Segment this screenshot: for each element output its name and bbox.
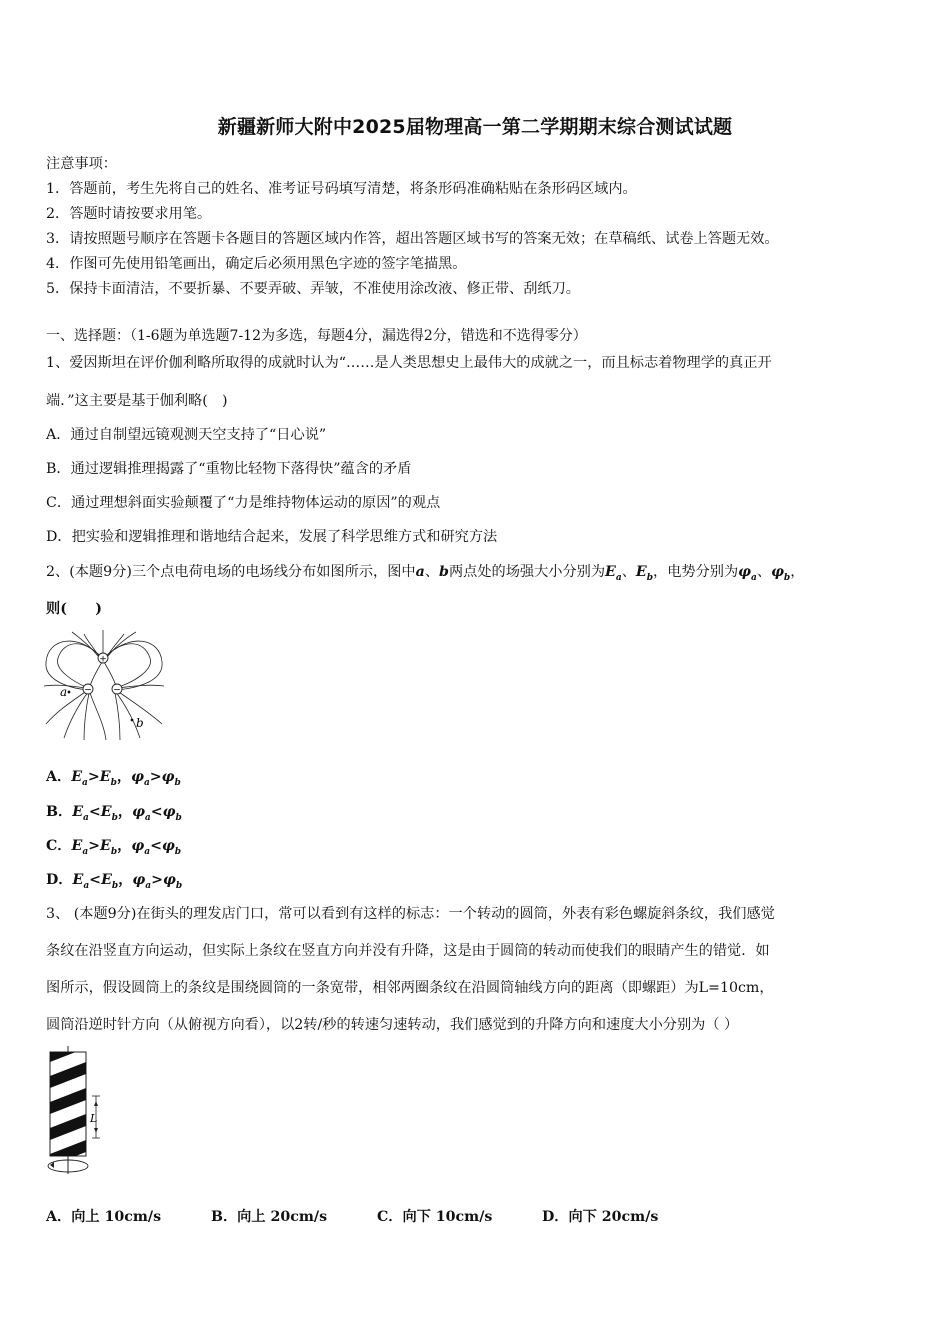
opt-rel2: < bbox=[150, 804, 163, 820]
q2-ea-sub: a bbox=[615, 572, 622, 583]
opt-sub: b bbox=[175, 880, 183, 891]
question-3-line-4: 圆筒沿逆时针方向（从俯视方向看），以2转/秒的转速匀速转动，我们感觉到的升降方向和速度大小分别为（ ） bbox=[46, 1017, 739, 1033]
opt-phi: φ bbox=[161, 838, 175, 854]
question-2-option-d bbox=[46, 869, 182, 891]
opt-phi: φ bbox=[162, 804, 176, 820]
barber-pole-figure bbox=[44, 1046, 106, 1182]
fig-label-l: L bbox=[90, 1112, 98, 1125]
svg-text:−: − bbox=[84, 685, 92, 696]
notes-item: 1．答题前，考生先将自己的姓名、准考证号码填写清楚，将条形码准确粘贴在条形码区域内。 bbox=[46, 181, 637, 197]
opt-sub: b bbox=[111, 812, 118, 823]
q2-mid2: ，电势分别为 bbox=[653, 564, 739, 580]
fig-label-b: b bbox=[136, 716, 144, 730]
question-3-line-1: 3、 (本题9分)在街头的理发店门口，常可以看到有这样的标志：一个转动的圆筒，外表有彩色螺旋斜条纹，我们感觉 bbox=[46, 906, 775, 922]
notes-item: 5．保持卡面清洁，不要折暴、不要弄破、弄皱，不准使用涂改液、修正带、刮纸刀。 bbox=[46, 281, 580, 297]
option-letter: C． bbox=[46, 838, 72, 854]
opt-phi: φ bbox=[131, 769, 144, 785]
svg-text:−: − bbox=[113, 685, 121, 696]
section-heading: 一、选择题：（1-6题为单选题7-12为多选，每题4分，漏选得2分，错选和不选得零分） bbox=[46, 328, 587, 344]
q2-sep: 、 bbox=[621, 564, 636, 580]
question-2-option-c bbox=[46, 835, 181, 857]
opt-sub: a bbox=[144, 846, 151, 857]
q2-sep2: 、 bbox=[756, 564, 772, 580]
opt-rel2: > bbox=[151, 872, 163, 888]
opt-phi: φ bbox=[131, 838, 145, 854]
question-3-option-d: D．向下 20cm/s bbox=[542, 1209, 659, 1225]
opt-rel1: < bbox=[89, 872, 102, 888]
question-2-line-1: 2、(本题9分)三个点电荷电场的电场线分布如图所示，图中a、b两点处的场强大小分别为$E_a$、$E_b$，电势分别为$\varphi_a$、$\varphi_b$， bbox=[46, 564, 805, 583]
opt-rel1: > bbox=[87, 769, 100, 785]
q2-mid: 两点处的场强大小分别为 bbox=[448, 564, 606, 580]
q2-phi-a: φ bbox=[738, 564, 752, 580]
svg-text:+: + bbox=[99, 654, 107, 665]
question-3-line-3: 图所示，假设圆筒上的条纹是围绕圆筒的一条宽带，相邻两圈条纹在沿圆筒轴线方向的距离（即螺距）为L=10cm， bbox=[46, 980, 774, 996]
opt-comma: ， bbox=[118, 872, 133, 888]
question-3-option-a: A．向上 10cm/s bbox=[46, 1209, 162, 1225]
opt-sub: b bbox=[110, 846, 118, 857]
question-1-line-2: 端．”这主要是基于伽利略( ) bbox=[46, 393, 228, 409]
option-letter: B． bbox=[46, 804, 73, 820]
opt-sub: b bbox=[174, 777, 181, 788]
question-1-option-d: D．把实验和逻辑推理和谐地结合起来，发展了科学思维方式和研究方法 bbox=[46, 529, 498, 545]
opt-comma: ， bbox=[117, 838, 132, 854]
question-1-line-1: 1、爱因斯坦在评价伽利略所取得的成就时认为“……是人类思想史上最伟大的成就之一，而且标志着物理学的真正开 bbox=[46, 355, 772, 371]
opt-e: E bbox=[71, 769, 83, 785]
opt-rel2: > bbox=[149, 769, 162, 785]
opt-sub: b bbox=[175, 812, 182, 823]
notes-heading: 注意事项： bbox=[46, 156, 117, 172]
q2-prefix: 2、(本题9分)三个点电荷电场的电场线分布如图所示，图中 bbox=[46, 564, 416, 580]
opt-sub: a bbox=[82, 846, 89, 857]
question-3-line-2: 条纹在沿竖直方向运动，但实际上条纹在竖直方向并没有升降，这是由于圆筒的转动而使我们的眼睛产生的错觉．如 bbox=[46, 943, 770, 959]
notes-item: 3．请按照题号顺序在答题卡各题目的答题区域内作答，超出答题区域书写的答案无效；在草稿纸、试卷上答题无效。 bbox=[46, 231, 779, 247]
opt-sub: a bbox=[144, 812, 151, 823]
question-2-line-2: 则( ) bbox=[46, 601, 102, 617]
opt-sub: b bbox=[111, 880, 119, 891]
q2-phi-b: φ bbox=[771, 564, 784, 580]
question-1-option-a: A．通过自制望远镜观测天空支持了“日心说” bbox=[46, 427, 327, 443]
opt-phi: φ bbox=[132, 872, 146, 888]
opt-phi: φ bbox=[162, 872, 176, 888]
page-title: 新疆新师大附中2025届物理高一第二学期期末综合测试试题 bbox=[217, 116, 733, 138]
option-letter: D． bbox=[46, 872, 73, 888]
opt-e: E bbox=[100, 804, 112, 820]
q2-eb-sub: b bbox=[646, 572, 654, 583]
opt-rel1: < bbox=[88, 804, 101, 820]
q2-phi-b-sub: b bbox=[783, 572, 791, 583]
opt-e: E bbox=[101, 872, 112, 888]
opt-rel2: < bbox=[150, 838, 162, 854]
opt-sub: b bbox=[110, 777, 117, 788]
q2-ea: E bbox=[605, 564, 616, 580]
opt-e: E bbox=[99, 769, 111, 785]
opt-phi: φ bbox=[161, 769, 175, 785]
opt-sub: a bbox=[82, 777, 88, 788]
question-3-option-c: C．向下 10cm/s bbox=[377, 1209, 493, 1225]
opt-e: E bbox=[72, 872, 84, 888]
opt-rel1: > bbox=[88, 838, 101, 854]
electric-field-figure bbox=[44, 628, 164, 740]
option-letter: A． bbox=[46, 769, 72, 785]
question-2-option-b bbox=[46, 801, 182, 823]
opt-sub: b bbox=[174, 846, 182, 857]
question-1-option-c: C．通过理想斜面实验颠覆了“力是维持物体运动的原因”的观点 bbox=[46, 495, 441, 511]
q2-point-a: a bbox=[415, 564, 425, 580]
opt-e: E bbox=[71, 838, 83, 854]
opt-e: E bbox=[72, 804, 84, 820]
notes-item: 4．作图可先使用铅笔画出，确定后必须用黑色字迹的签字笔描黑。 bbox=[46, 256, 467, 272]
opt-sub: a bbox=[83, 880, 90, 891]
q2-point-b: b bbox=[439, 564, 449, 580]
opt-comma: ， bbox=[116, 769, 132, 785]
fig-label-a: a bbox=[60, 685, 68, 699]
opt-sub: a bbox=[83, 812, 89, 823]
q2-phi-a-sub: a bbox=[751, 572, 757, 583]
notes-item: 2．答题时请按要求用笔。 bbox=[46, 206, 212, 222]
q2-eb: E bbox=[635, 564, 647, 580]
q2-end: ， bbox=[790, 564, 805, 580]
question-2-option-a bbox=[46, 766, 181, 788]
opt-e: E bbox=[100, 838, 111, 854]
opt-sub: a bbox=[145, 880, 152, 891]
opt-comma: ， bbox=[117, 804, 133, 820]
question-1-option-b: B．通过逻辑推理揭露了“重物比轻物下落得快”蕴含的矛盾 bbox=[46, 461, 412, 477]
question-3-option-b: B．向上 20cm/s bbox=[211, 1209, 328, 1225]
opt-phi: φ bbox=[132, 804, 145, 820]
opt-sub: a bbox=[143, 777, 150, 788]
